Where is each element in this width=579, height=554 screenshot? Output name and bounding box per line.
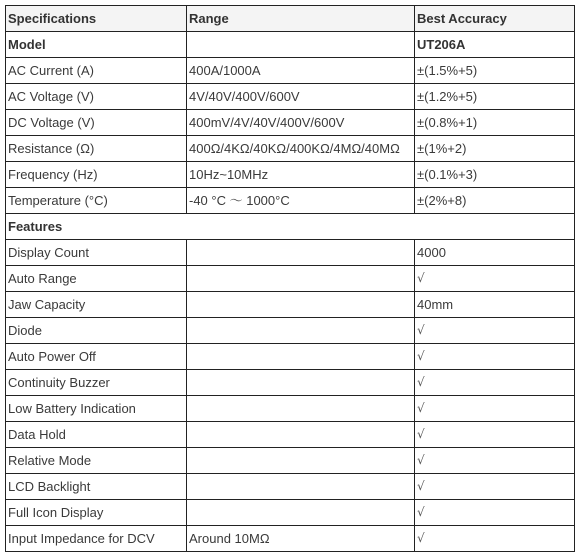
feature-range: Around 10MΩ bbox=[187, 526, 415, 552]
feature-name: Relative Mode bbox=[6, 448, 187, 474]
check-mark-icon: √ bbox=[415, 318, 575, 344]
feature-range bbox=[187, 240, 415, 266]
table-row bbox=[6, 396, 575, 422]
spec-accuracy: ±(1.5%+5) bbox=[415, 58, 575, 84]
feature-name: Data Hold bbox=[6, 422, 187, 448]
check-mark-icon: √ bbox=[415, 474, 575, 500]
spec-name: DC Voltage (V) bbox=[6, 110, 187, 136]
check-mark-icon: √ bbox=[415, 370, 575, 396]
model-value: UT206A bbox=[415, 32, 575, 58]
spec-name: AC Voltage (V) bbox=[6, 84, 187, 110]
feature-name: Full Icon Display bbox=[6, 500, 187, 526]
spec-range: 4V/40V/400V/600V bbox=[187, 84, 415, 110]
table-row bbox=[6, 344, 575, 370]
feature-name: Low Battery Indication bbox=[6, 396, 187, 422]
table-row bbox=[6, 526, 575, 552]
table-row bbox=[6, 500, 575, 526]
feature-range bbox=[187, 318, 415, 344]
feature-range bbox=[187, 448, 415, 474]
spec-name: Frequency (Hz) bbox=[6, 162, 187, 188]
feature-range bbox=[187, 266, 415, 292]
table-row bbox=[6, 266, 575, 292]
model-range bbox=[187, 32, 415, 58]
feature-range bbox=[187, 396, 415, 422]
check-mark-icon: √ bbox=[415, 396, 575, 422]
spec-range: 400A/1000A bbox=[187, 58, 415, 84]
feature-name: Continuity Buzzer bbox=[6, 370, 187, 396]
spec-table-container bbox=[5, 5, 575, 552]
features-heading: Features bbox=[6, 214, 575, 240]
spec-accuracy: ±(0.1%+3) bbox=[415, 162, 575, 188]
table-row bbox=[6, 448, 575, 474]
header-row bbox=[6, 6, 575, 32]
feature-value: 40mm bbox=[415, 292, 575, 318]
spec-accuracy: ±(1%+2) bbox=[415, 136, 575, 162]
feature-range bbox=[187, 370, 415, 396]
feature-name: Auto Power Off bbox=[6, 344, 187, 370]
spec-accuracy: ±(0.8%+1) bbox=[415, 110, 575, 136]
spec-accuracy: ±(1.2%+5) bbox=[415, 84, 575, 110]
table-row bbox=[6, 370, 575, 396]
spec-name: AC Current (A) bbox=[6, 58, 187, 84]
spec-name: Temperature (°C) bbox=[6, 188, 187, 214]
spec-table bbox=[5, 5, 575, 552]
spec-range: 400Ω/4KΩ/40KΩ/400KΩ/4MΩ/40MΩ bbox=[187, 136, 415, 162]
spec-range: 10Hz~10MHz bbox=[187, 162, 415, 188]
feature-name: Jaw Capacity bbox=[6, 292, 187, 318]
model-row bbox=[6, 32, 575, 58]
table-row bbox=[6, 422, 575, 448]
check-mark-icon: √ bbox=[415, 344, 575, 370]
check-mark-icon: √ bbox=[415, 266, 575, 292]
feature-name: Display Count bbox=[6, 240, 187, 266]
spec-range: -40 °C ～ 1000°C bbox=[187, 188, 415, 214]
header-best-accuracy: Best Accuracy bbox=[415, 6, 575, 32]
spec-accuracy: ±(2%+8) bbox=[415, 188, 575, 214]
check-mark-icon: √ bbox=[415, 526, 575, 552]
feature-range bbox=[187, 292, 415, 318]
table-row bbox=[6, 84, 575, 110]
table-row bbox=[6, 318, 575, 344]
model-label: Model bbox=[6, 32, 187, 58]
check-mark-icon: √ bbox=[415, 500, 575, 526]
spec-range: 400mV/4V/40V/400V/600V bbox=[187, 110, 415, 136]
table-row bbox=[6, 58, 575, 84]
table-row bbox=[6, 110, 575, 136]
table-row bbox=[6, 240, 575, 266]
feature-name: Auto Range bbox=[6, 266, 187, 292]
check-mark-icon: √ bbox=[415, 422, 575, 448]
table-row bbox=[6, 188, 575, 214]
table-row bbox=[6, 136, 575, 162]
check-mark-icon: √ bbox=[415, 448, 575, 474]
table-row bbox=[6, 162, 575, 188]
spec-name: Resistance (Ω) bbox=[6, 136, 187, 162]
feature-range bbox=[187, 500, 415, 526]
feature-range bbox=[187, 422, 415, 448]
header-specifications: Specifications bbox=[6, 6, 187, 32]
features-heading-row bbox=[6, 214, 575, 240]
feature-name: Diode bbox=[6, 318, 187, 344]
feature-value: 4000 bbox=[415, 240, 575, 266]
table-row bbox=[6, 292, 575, 318]
table-row bbox=[6, 474, 575, 500]
feature-range bbox=[187, 344, 415, 370]
feature-name: LCD Backlight bbox=[6, 474, 187, 500]
feature-name: Input Impedance for DCV bbox=[6, 526, 187, 552]
feature-range bbox=[187, 474, 415, 500]
header-range: Range bbox=[187, 6, 415, 32]
